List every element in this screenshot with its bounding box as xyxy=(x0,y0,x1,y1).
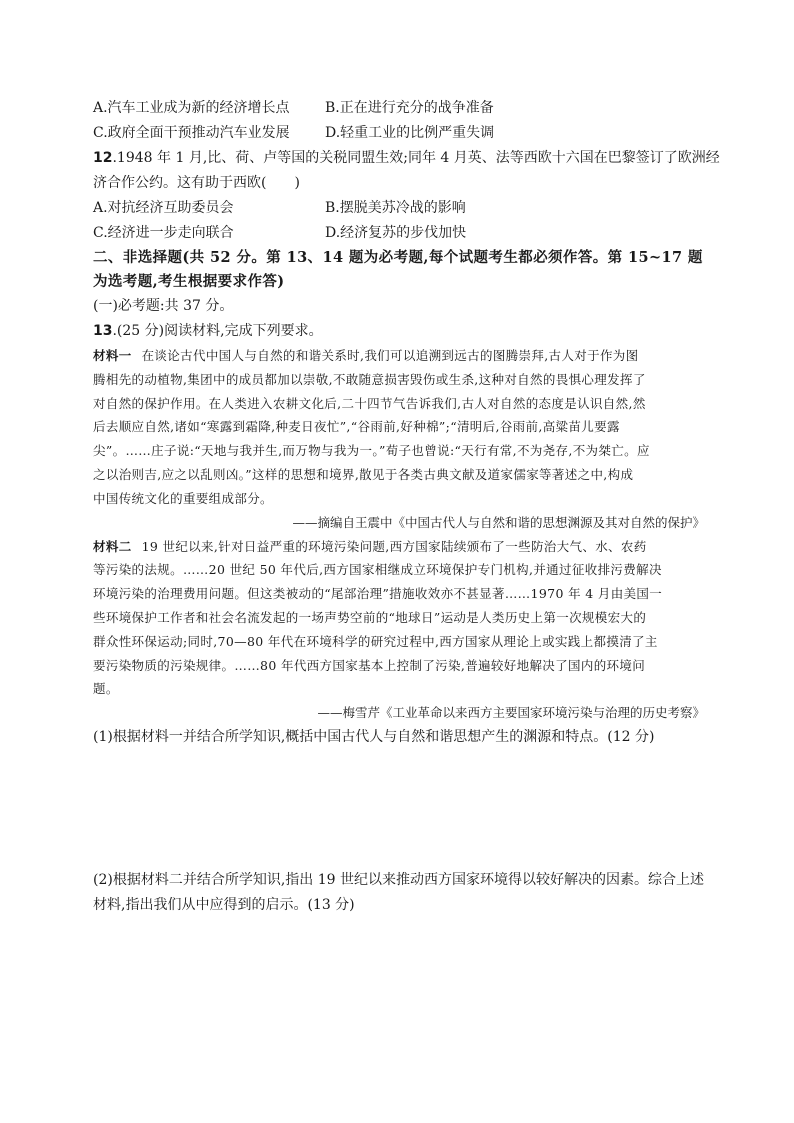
q12-stem-line-1 xyxy=(93,146,720,171)
q12-option-d[interactable]: D.经济复苏的步伐加快 xyxy=(325,225,467,241)
material-2-line: 要污染物质的污染规律。……80 年代西方国家基本上控制了污染,普遍较好地解决了国内的环境问 xyxy=(93,657,646,673)
q12-option-a[interactable]: A.对抗经济互助委员会 xyxy=(93,200,234,216)
q11-options-row-1 xyxy=(93,96,705,121)
q11-option-a[interactable]: A.汽车工业成为新的经济增长点 xyxy=(93,100,290,116)
material-2-line: 些环境保护工作者和社会名流发起的一场声势空前的“地球日”运动是人类历史上第一次规模宏大的 xyxy=(93,609,647,625)
q13-subquestion-2-line-2: 材料,指出我们从中应得到的启示。(13 分) xyxy=(93,897,355,914)
q12-options-row-2 xyxy=(93,221,705,246)
material-2-source: ——梅雪芹《工业革命以来西方主要国家环境污染与治理的历史考察》 xyxy=(317,705,705,721)
q13-intro xyxy=(93,319,705,344)
material-1-line: 腾相先的动植物,集团中的成员都加以崇敬,不敢随意损害毁伤或生杀,这种对自然的畏惧心理发挥了 xyxy=(93,371,646,387)
material-1-line: 材料一 在谈论古代中国人与自然的和谐关系时,我们可以追溯到远古的图腾崇拜,古人对于作为图 xyxy=(93,348,639,363)
q12-stem-text: .1948 年 1 月,比、荷、卢等国的关税同盟生效;同年 4 月英、法等西欧十六国在巴黎签订了欧洲经 xyxy=(112,150,720,166)
material-1-line: 后去顺应自然,诸如“寒露到霜降,种麦日夜忙”,“谷雨前,好种棉”;“清明后,谷雨前,高粱苗儿要露 xyxy=(93,419,620,435)
answer-space-1[interactable] xyxy=(93,750,705,868)
exam-page xyxy=(93,96,720,1078)
material-2 xyxy=(93,535,705,726)
material-1-line: 尖”。……庄子说:“天地与我并生,而万物与我为一。”荀子也曾说:“天行有常,不为尧存,不为桀亡。应 xyxy=(93,443,650,459)
q12-number: 12 xyxy=(93,150,113,166)
q13-intro-text: .(25 分)阅读材料,完成下列要求。 xyxy=(112,323,323,339)
q12-option-b[interactable]: B.摆脱美苏冷战的影响 xyxy=(325,200,466,216)
answer-space-2[interactable] xyxy=(93,918,705,1078)
material-1-line: 对自然的保护作用。在人类进入农耕文化后,二十四节气告诉我们,古人对自然的态度是认识自然,然 xyxy=(93,395,646,411)
q11-option-c[interactable]: C.政府全面干预推动汽车业发展 xyxy=(93,125,290,141)
material-2-line: 等污染的法规。……20 世纪 50 年代后,西方国家相继成立环境保护专门机构,并通过征收排污费解决 xyxy=(93,562,662,578)
material-2-line: 材料二 19 世纪以来,针对日益严重的环境污染问题,西方国家陆续颁布了一些防治大气、水、农药 xyxy=(93,538,647,554)
q12-option-c[interactable]: C.经济进一步走向联合 xyxy=(93,225,234,241)
q12-options-row-1 xyxy=(93,196,705,221)
material-1 xyxy=(93,344,705,535)
material-1-line: 之以治则吉,应之以乱则凶。”这样的思想和境界,散见于各类古典文献及道家儒家等著述之中,构成 xyxy=(93,466,634,482)
q12-stem-line-2: 济合作公约。这有助于西欧( ) xyxy=(93,175,300,191)
material-2-line: 群众性环保运动;同时,70—80 年代在环境科学的研究过程中,西方国家从理论上或实践上都摸清了主 xyxy=(93,633,658,649)
material-1-source: ——摘编自王震中《中国古代人与自然和谐的思想渊源及其对自然的保护》 xyxy=(292,514,705,530)
q13-subquestion-2-line-1: (2)根据材料二并结合所学知识,指出 19 世纪以来推动西方国家环境得以较好解决的因素。综合上述 xyxy=(93,872,704,889)
q13-number: 13 xyxy=(93,323,113,339)
q13-subquestion-1: (1)根据材料一并结合所学知识,概括中国古代人与自然和谐思想产生的渊源和特点。(12 分) xyxy=(93,729,655,746)
section-2-heading-line-1: 二、非选择题(共 52 分。第 13、14 题为必考题,每个试题考生都必须作答。第 15~17 题 xyxy=(93,249,703,266)
material-2-line: 环境污染的治理费用问题。但这类被动的“尾部治理”措施收效亦不甚显著……1970 年 4 月由美国一 xyxy=(93,586,663,602)
material-2-line: 题。 xyxy=(93,681,119,697)
material-2-tag: 材料二 xyxy=(93,538,132,554)
q11-option-b[interactable]: B.正在进行充分的战争准备 xyxy=(325,100,494,116)
material-1-tag: 材料一 xyxy=(93,348,132,363)
q11-option-d[interactable]: D.轻重工业的比例严重失调 xyxy=(325,125,495,141)
section-2-heading-line-2: 为选考题,考生根据要求作答) xyxy=(93,273,285,290)
material-1-line: 中国传统文化的重要组成部分。 xyxy=(93,490,273,506)
required-section-label: (一)必考题:共 37 分。 xyxy=(93,298,234,314)
q11-options-row-2 xyxy=(93,121,705,146)
